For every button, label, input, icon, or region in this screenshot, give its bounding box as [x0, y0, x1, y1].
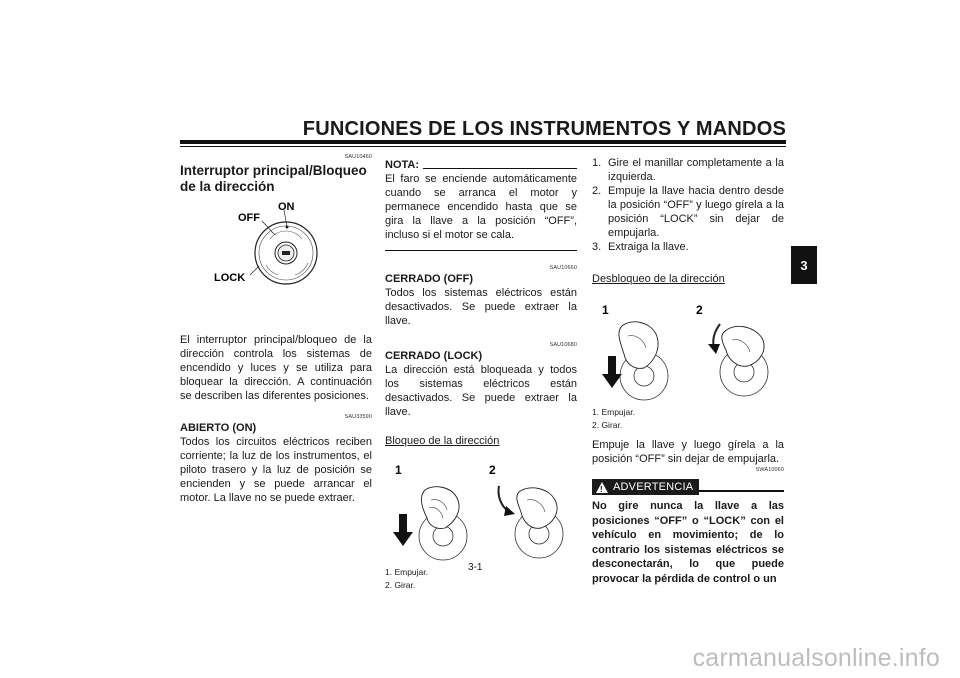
unlock-paragraph: Empuje la llave y luego gírela a la posición “OFF” sin dejar de empujarla. — [592, 439, 784, 465]
note-label: NOTA: — [385, 159, 420, 171]
fig-number-2: 2 — [696, 303, 703, 317]
list-item: 1. Gire el manillar completamente a la izquierda. — [592, 157, 784, 183]
section-heading: Interruptor principal/Bloqueo de la dirección — [180, 163, 367, 194]
subheading-off: CERRADO (OFF) — [385, 273, 473, 285]
warning-triangle-icon — [596, 482, 608, 493]
list-item: 2. Empuje la llave hacia dentro desde la posición “OFF” y luego gírela a la posición “LOCK” sin dejar de empujarla. — [592, 185, 784, 239]
column-1 — [180, 150, 372, 505]
column-3 — [592, 150, 784, 586]
lock-paragraph: La dirección está bloqueada y todos los sistemas eléctricos están desactivados. Se puede extraer la llave. — [385, 364, 577, 418]
page-header-title: FUNCIONES DE LOS INSTRUMENTOS Y MANDOS — [302, 118, 786, 140]
fig-number-1: 1 — [395, 463, 402, 477]
subheading-lock: CERRADO (LOCK) — [385, 350, 483, 362]
figure-caption-1: 1. Empujar. — [592, 407, 635, 417]
fig-number-2: 2 — [489, 463, 496, 477]
on-paragraph: Todos los circuitos eléctricos reciben corriente; la luz de los instrumentos, el piloto trasero y la luz de posición se encienden y se puede arrancar el motor. La llave no se puede extraer. — [180, 436, 372, 504]
label-lock: LOCK — [214, 272, 246, 284]
header-rule-thin — [180, 146, 786, 147]
list-item: 3. Extraiga la llave. — [592, 241, 689, 253]
ignition-switch-diagram — [180, 195, 372, 321]
warning-header — [592, 479, 784, 495]
section-code: SAU10680 — [549, 342, 577, 348]
subheading-on: ABIERTO (ON) — [180, 422, 257, 434]
warning-label: ADVERTENCIA — [613, 481, 694, 493]
lock-heading: Bloqueo de la dirección — [385, 435, 500, 447]
unlock-procedure-diagram — [592, 286, 784, 406]
unlock-figure — [592, 286, 784, 406]
note-rule — [423, 168, 577, 169]
section-code: SWA10060 — [755, 467, 784, 473]
ignition-switch-figure — [180, 195, 372, 321]
note-header — [385, 158, 577, 172]
fig-number-1: 1 — [602, 303, 609, 317]
column-2 — [385, 150, 577, 592]
intro-paragraph: El interruptor principal/bloqueo de la dirección controla los sistemas de encendido y luces y se utiliza para bloquear la dirección. A continuación se describen las diferentes posiciones. — [180, 334, 372, 402]
label-off: OFF — [238, 212, 260, 224]
unlock-heading: Desbloqueo de la dirección — [592, 273, 725, 285]
section-code: SAU10460 — [344, 154, 372, 160]
warning-badge — [592, 479, 699, 495]
figure-caption-2: 2. Girar. — [592, 420, 623, 430]
figure-caption-2: 2. Girar. — [385, 580, 416, 590]
off-paragraph: Todos los sistemas eléctricos están desactivados. Se puede extraer la llave. — [385, 287, 577, 327]
watermark: carmanualsonline.info — [692, 644, 940, 672]
chapter-tab: 3 — [791, 246, 817, 284]
section-code: SAU33590 — [344, 414, 372, 420]
note-end-rule — [385, 250, 577, 251]
section-code: SAU10660 — [549, 265, 577, 271]
page-number: 3-1 — [468, 562, 483, 573]
lock-steps-list — [592, 156, 784, 254]
figure-caption-1: 1. Empujar. — [385, 567, 428, 577]
header-rule — [180, 140, 786, 144]
lock-procedure-diagram — [385, 448, 577, 566]
warning-paragraph: No gire nunca la llave a las posiciones “OFF” o “LOCK” con el vehículo en movimiento; de lo contrario los sistemas eléctricos se desconectarán, lo que puede provocar la pérdida de control o un — [592, 500, 784, 585]
warning-rule — [699, 490, 784, 492]
note-paragraph: El faro se enciende automáticamente cuando se arranca el motor y permanece encendido hasta que se gira la llave a la posición “OFF”, incluso si el motor se cala. — [385, 173, 577, 241]
lock-figure — [385, 448, 577, 566]
label-on: ON — [278, 201, 295, 213]
